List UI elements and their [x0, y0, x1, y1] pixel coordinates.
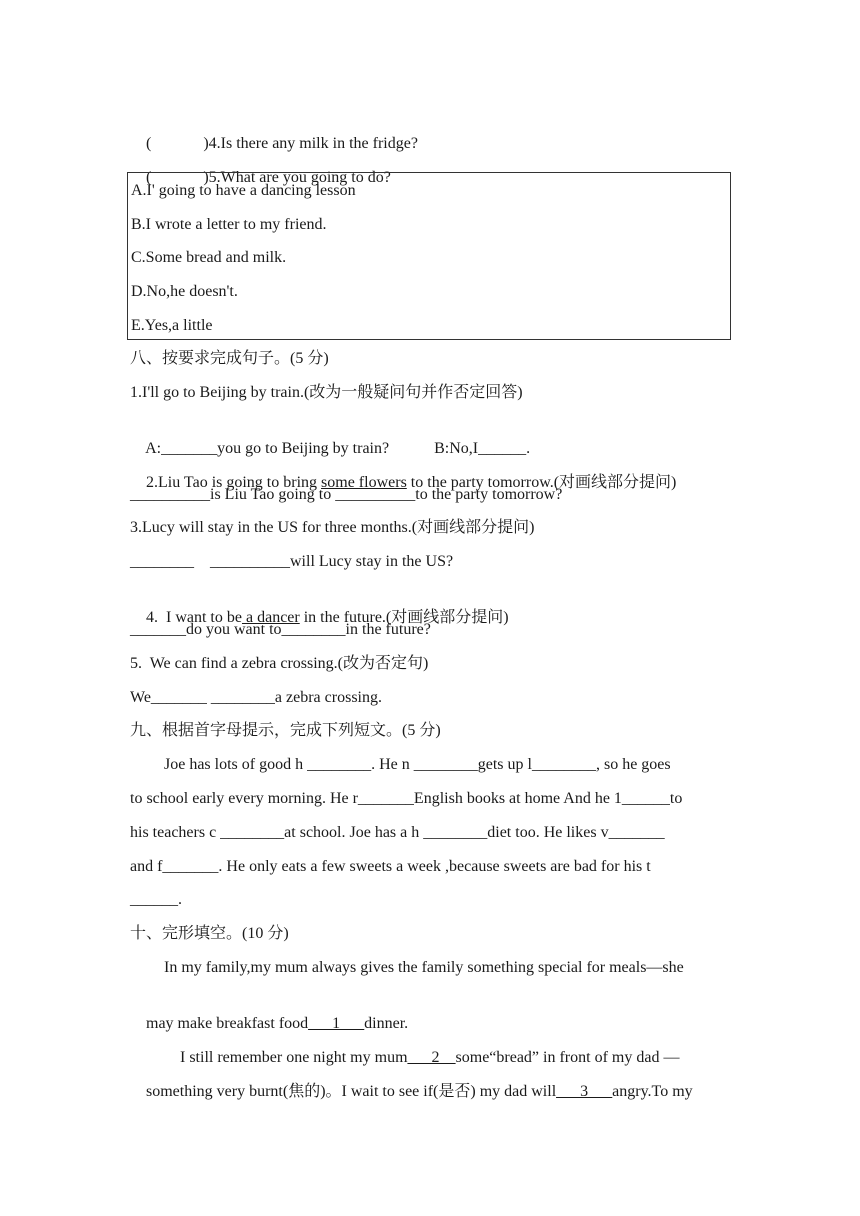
cloze-blank-3: ___3___	[556, 1083, 613, 1100]
question-number: 5.	[208, 169, 221, 186]
cloze-text: something very burnt(焦的)。I wait to see if(是否) my dad will	[146, 1083, 557, 1100]
q4-text-end: in the future.(对画线部分提问)	[299, 609, 509, 626]
section-8-q3-answer: ________ __________will Lucy stay in the US?	[130, 553, 454, 570]
passage-line: Joe has lots of good h ________. He n ________gets up l________, so he goes	[164, 756, 671, 773]
answer-b: B:No,I______.	[434, 440, 531, 457]
cloze-text: some“bread” in front of my dad —	[455, 1049, 680, 1066]
cloze-blank-1: ___1___	[308, 1015, 365, 1032]
q2-text-start: 2.Liu Tao is going to bring	[146, 474, 322, 491]
option-e: E.Yes,a little	[131, 317, 213, 334]
answer-paren-close: )	[203, 169, 209, 186]
answer-paren-close: )	[203, 135, 209, 152]
q2-underlined: some flowers	[321, 474, 407, 491]
cloze-text: dinner.	[364, 1015, 409, 1032]
section-8-q5-answer: We_______ ________a zebra crossing.	[130, 689, 382, 706]
section-8-q1: 1.I'll go to Beijing by train.(改为一般疑问句并作否定回答)	[130, 384, 523, 401]
passage-line: and f_______. He only eats a few sweets a week ,because sweets are bad for his t	[130, 858, 651, 875]
q4-underlined: a dancer	[241, 609, 300, 626]
question-number: 4.	[208, 135, 221, 152]
section-8-q3: 3.Lucy will stay in the US for three months.(对画线部分提问)	[130, 519, 535, 536]
section-8-q2-answer: __________is Liu Tao going to __________to the party tomorrow?	[130, 486, 563, 503]
answer-paren-open: (	[146, 169, 152, 186]
section-8-q4	[130, 585, 509, 651]
answer-a: A:_______you go to Beijing by train?	[145, 440, 390, 457]
section-8-q5: 5. We can find a zebra crossing.(改为否定句)	[130, 655, 429, 672]
question-text: Is there any milk in the fridge?	[220, 135, 418, 152]
option-d: D.No,he doesn't.	[131, 283, 238, 300]
answer-paren-open: (	[146, 135, 152, 152]
passage-line: to school early every morning. He r_______English books at home And he 1______to	[130, 790, 683, 807]
section-8-q2	[130, 450, 676, 516]
cloze-text: I still remember one night my mum	[180, 1049, 408, 1066]
question-text: What are you going to do?	[220, 169, 391, 186]
section-9-heading: 九、根据首字母提示，完成下列短文。(5 分)	[130, 722, 441, 739]
section-10-heading: 十、完形填空。(10 分)	[130, 925, 289, 942]
q2-text-end: to the party tomorrow.(对画线部分提问)	[406, 474, 677, 491]
cloze-text: angry.To my	[612, 1083, 693, 1100]
cloze-text: may make breakfast food	[146, 1015, 309, 1032]
passage-line: his teachers c ________at school. Joe has a h ________diet too. He likes v_______	[130, 824, 665, 841]
cloze-blank-2: ___2__	[407, 1049, 456, 1066]
q4-text-start: 4. I want to be	[146, 609, 242, 626]
section-8-heading: 八、按要求完成句子。(5 分)	[130, 350, 329, 367]
passage-line: ______.	[130, 891, 182, 908]
options-box	[127, 172, 731, 340]
cloze-line: In my family,my mum always gives the family something special for meals—she	[164, 959, 684, 976]
option-a: A.I' going to have a dancing lesson	[131, 182, 356, 199]
section-8-q4-answer: _______do you want to________in the future?	[130, 621, 431, 638]
option-b: B.I wrote a letter to my friend.	[131, 216, 327, 233]
option-c: C.Some bread and milk.	[131, 249, 287, 266]
cloze-line	[130, 1059, 693, 1125]
